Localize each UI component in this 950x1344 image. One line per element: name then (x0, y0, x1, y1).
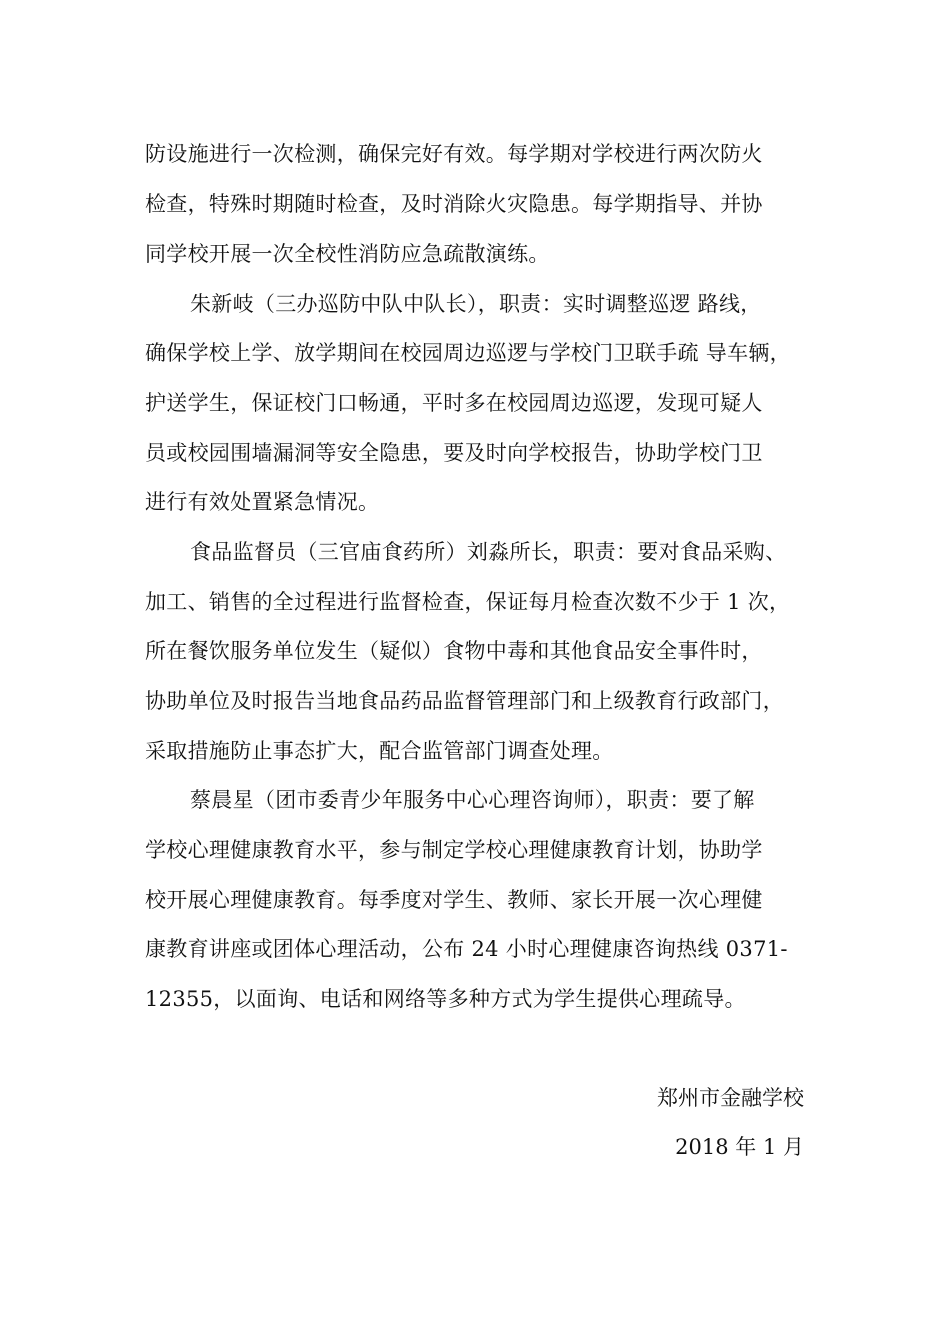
paragraph-line: 员或校园围墙漏洞等安全隐患，要及时向学校报告，协助学校门卫 (145, 441, 763, 465)
paragraph-line: 进行有效处置紧急情况。 (145, 490, 380, 514)
signature-date: 2018 年 1 月 (675, 1135, 804, 1159)
paragraph-line: 协助单位及时报告当地食品药品监督管理部门和上级教育行政部门， (145, 689, 784, 713)
paragraph-line: 食品监督员（三官庙食药所）刘淼所长，职责：要对食品采购、 (190, 540, 787, 564)
paragraph-line: 加工、销售的全过程进行监督检查，保证每月检查次数不少于 1 次， (145, 590, 791, 614)
paragraph-line: 康教育讲座或团体心理活动，公布 24 小时心理健康咨询热线 0371- (145, 937, 788, 961)
paragraph-line: 护送学生，保证校门口畅通，平时多在校园周边巡逻，发现可疑人 (145, 391, 763, 415)
paragraph-line: 学校心理健康教育水平，参与制定学校心理健康教育计划，协助学 (145, 838, 763, 862)
paragraph-line: 采取措施防止事态扩大，配合监管部门调查处理。 (145, 739, 614, 763)
paragraph-line: 同学校开展一次全校性消防应急疏散演练。 (145, 242, 550, 266)
paragraph-line: 检查，特殊时期随时检查，及时消除火灾隐患。每学期指导、并协 (145, 192, 763, 216)
signature-organization: 郑州市金融学校 (657, 1086, 804, 1110)
paragraph-line: 12355，以面询、电话和网络等多种方式为学生提供心理疏导。 (145, 987, 746, 1011)
paragraph-line: 确保学校上学、放学期间在校园周边巡逻与学校门卫联手疏 导车辆， (145, 341, 791, 365)
paragraph-line: 校开展心理健康教育。每季度对学生、教师、家长开展一次心理健 (145, 888, 763, 912)
paragraph-line: 朱新岐（三办巡防中队中队长），职责：实时调整巡逻 路线， (190, 292, 762, 316)
paragraph-line: 防设施进行一次检测，确保完好有效。每学期对学校进行两次防火 (145, 142, 763, 166)
paragraph-line: 蔡晨星（团市委青少年服务中心心理咨询师），职责：要了解 (190, 788, 755, 812)
paragraph-line: 所在餐饮服务单位发生（疑似）食物中毒和其他食品安全事件时， (145, 639, 763, 663)
